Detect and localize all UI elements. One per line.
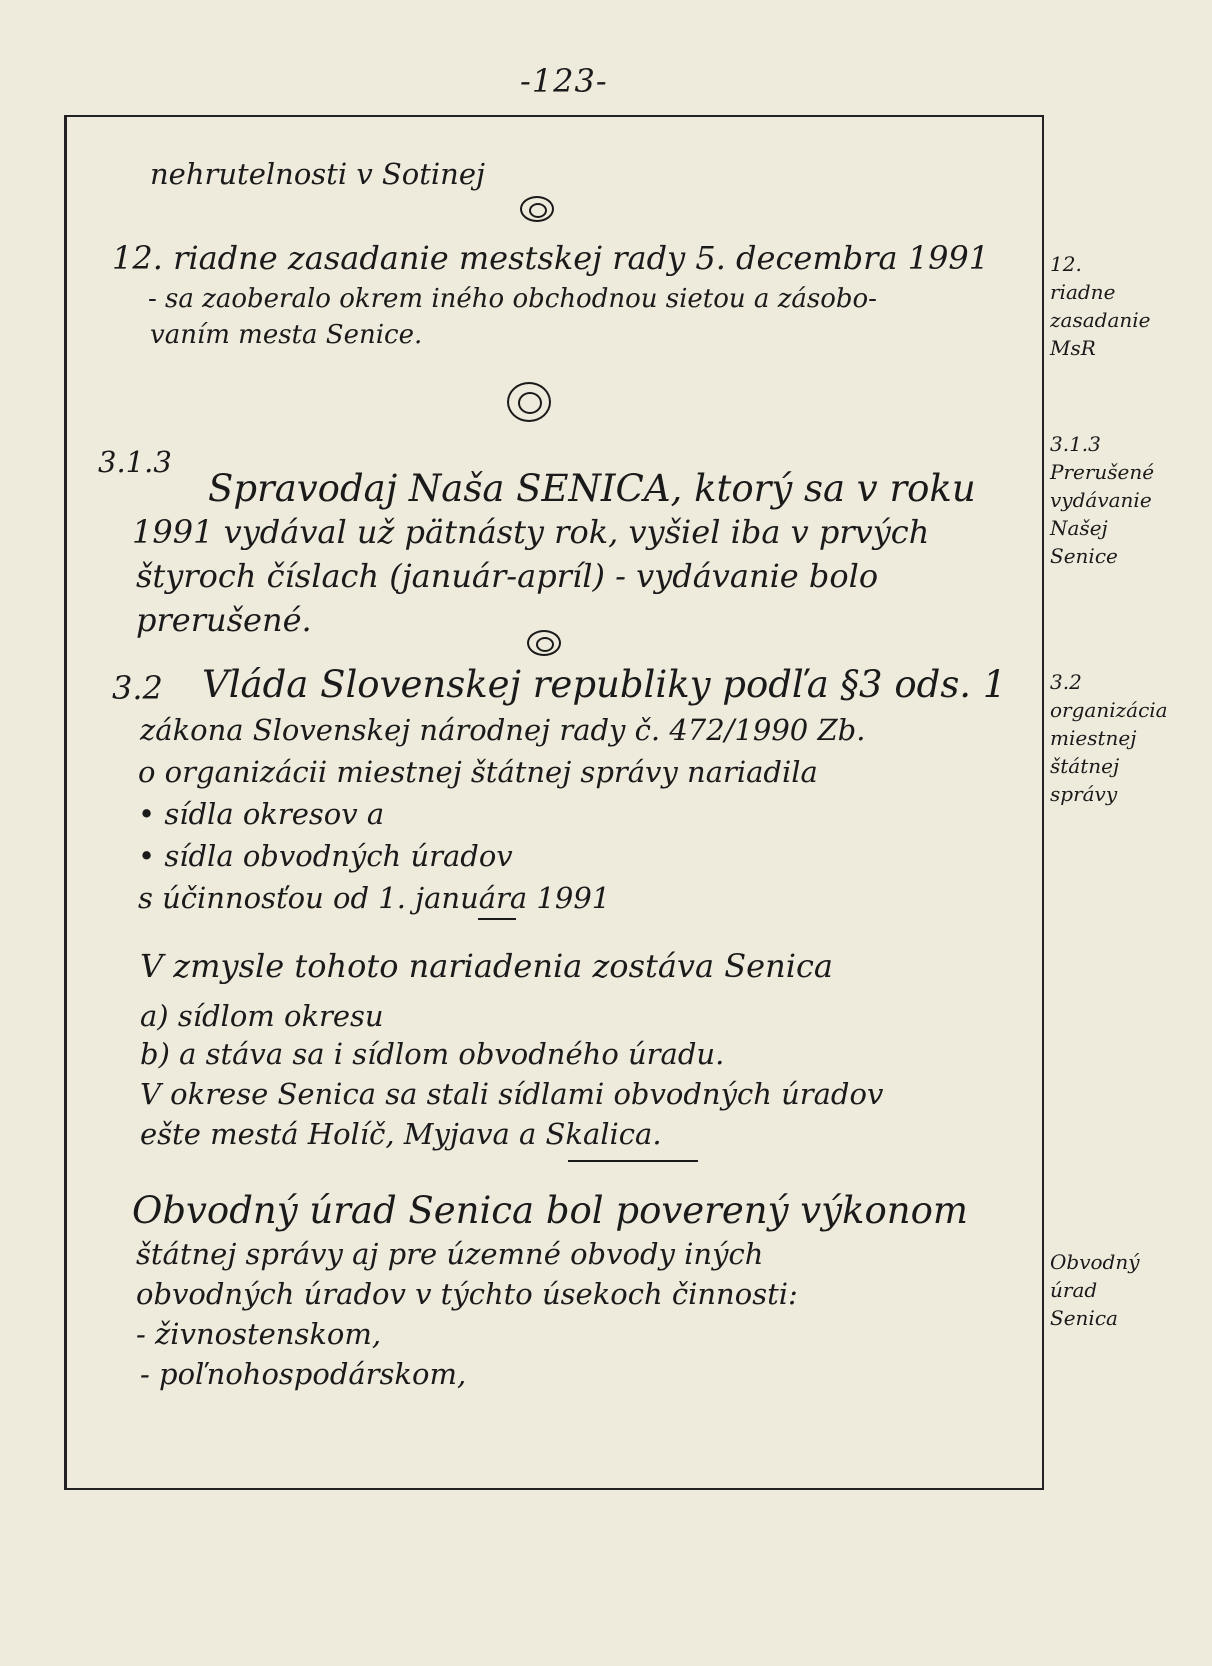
body-line-20: Obvodný úrad Senica bol poverený výkonom [132, 1189, 968, 1232]
body-line-14: s účinnosťou od 1. januára 1991 [138, 881, 611, 915]
margin-note-line: Senica [1050, 1306, 1118, 1330]
page-number: -123- [520, 62, 608, 100]
body-line-11: o organizácii miestnej štátnej správy nariadila [138, 755, 818, 789]
margin-note-line: Obvodný [1050, 1250, 1140, 1274]
body-line-9: Vláda Slovenskej republiky podľa §3 ods. 1 [202, 663, 1007, 706]
margin-note-line: štátnej [1050, 754, 1120, 778]
margin-note-line: miestnej [1050, 726, 1137, 750]
margin-note-line: úrad [1050, 1278, 1098, 1302]
body-line-17: b) a stáva sa i sídlom obvodného úradu. [140, 1037, 725, 1071]
body-line-3: - sa zaoberalo okrem iného obchodnou sietou a zásobo- [148, 284, 877, 314]
body-line-8: prerušené. [136, 601, 312, 639]
section-number-32: 3.2 [112, 669, 163, 707]
margin-note-line: 3.2 [1050, 670, 1082, 694]
body-line-19: ešte mestá Holíč, Myjava a Skalica. [140, 1117, 662, 1151]
margin-note-line: vydávanie [1050, 488, 1152, 512]
divider-rule [478, 918, 516, 920]
body-line-18: V okrese Senica sa stali sídlami obvodných úradov [140, 1077, 884, 1111]
margin-note-3 [1050, 668, 1168, 808]
margin-note-line: Našej [1050, 516, 1108, 540]
body-line-5: Spravodaj Naša SENICA, ktorý sa v roku [208, 467, 976, 510]
body-line-7: štyroch číslach (január-apríl) - vydávanie bolo [136, 557, 879, 595]
body-line-2: 12. riadne zasadanie mestskej rady 5. decembra 1991 [112, 239, 990, 277]
margin-note-line: správy [1050, 782, 1118, 806]
body-line-15: V zmysle tohoto nariadenia zostáva Senica [140, 947, 833, 985]
body-line-1: nehrutelnosti v Sotinej [150, 157, 486, 191]
margin-note-line: 3.1.3 [1050, 432, 1101, 456]
margin-note-1 [1050, 250, 1151, 362]
margin-note-line: organizácia [1050, 698, 1168, 722]
section-number-313: 3.1.3 [98, 445, 172, 479]
margin-note-line: riadne [1050, 280, 1116, 304]
margin-note-line: 12. [1050, 252, 1082, 276]
margin-note-line: MsR [1050, 336, 1096, 360]
margin-note-line: zasadanie [1050, 308, 1151, 332]
underline-rule [568, 1160, 698, 1162]
margin-note-2 [1050, 430, 1154, 570]
section-mark-1 [520, 196, 554, 222]
body-line-10: zákona Slovenskej národnej rady č. 472/1990 Zb. [140, 713, 866, 747]
section-mark-2 [507, 382, 551, 422]
body-line-22: obvodných úradov v týchto úsekoch činnosti: [136, 1277, 798, 1311]
margin-note-line: Prerušené [1050, 460, 1155, 484]
body-line-4: vaním mesta Senice. [150, 320, 423, 350]
body-line-6: 1991 vydával už pätnásty rok, vyšiel iba v prvých [132, 513, 930, 551]
body-line-21: štátnej správy aj pre územné obvody iných [136, 1237, 764, 1271]
body-line-24: - poľnohospodárskom, [140, 1357, 467, 1391]
section-mark-3 [527, 630, 561, 656]
body-line-12: • sídla okresov a [138, 797, 385, 831]
body-line-13: • sídla obvodných úradov [138, 839, 513, 873]
body-line-16: a) sídlom okresu [140, 999, 384, 1033]
body-line-23: - živnostenskom, [136, 1317, 382, 1351]
margin-note-line: Senice [1050, 544, 1118, 568]
margin-note-4 [1050, 1248, 1140, 1332]
